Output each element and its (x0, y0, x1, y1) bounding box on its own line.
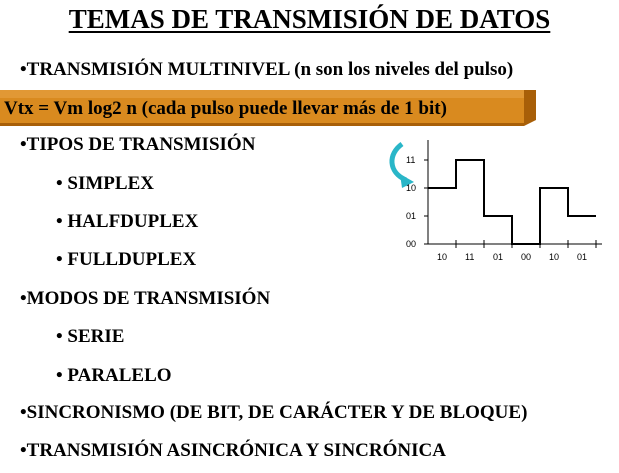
tipos-item-halfduplex: • HALFDUPLEX (56, 211, 199, 232)
modos-item-paralelo: • PARALELO (56, 365, 172, 386)
tipos-item-simplex: • SIMPLEX (56, 173, 154, 194)
formula-text: Vtx = Vm log2 n (cada pulso puede llevar más de 1 bit) (4, 98, 447, 119)
curved-arrow-icon (392, 144, 406, 180)
bullet-asincronica: •TRANSMISIÓN ASINCRÓNICA Y SINCRÓNICA (20, 440, 446, 461)
multilevel-signal-diagram (380, 136, 610, 268)
bullet-multinivel: •TRANSMISIÓN MULTINIVEL (n son los niveles del pulso) (20, 59, 514, 80)
bullet-sincronismo: •SINCRONISMO (DE BIT, DE CARÁCTER Y DE BLOQUE) (20, 402, 528, 423)
level-label-01: 01 (406, 211, 417, 221)
bullet-tipos: •TIPOS DE TRANSMISIÓN (20, 134, 256, 155)
bullet-modos: •MODOS DE TRANSMISIÓN (20, 288, 271, 309)
symbol-label-6: 01 (577, 252, 588, 262)
formula-bar (0, 90, 536, 128)
level-label-00: 00 (406, 239, 417, 249)
symbol-label-4: 00 (521, 252, 532, 262)
symbol-label-2: 11 (465, 252, 475, 262)
level-label-11: 11 (406, 155, 416, 165)
symbol-label-3: 01 (493, 252, 504, 262)
symbol-label-5: 10 (549, 252, 560, 262)
slide-title (0, 2, 619, 36)
tipos-item-fullduplex: • FULLDUPLEX (56, 249, 197, 270)
symbol-label-1: 10 (437, 252, 448, 262)
slide-title-text: TEMAS DE TRANSMISIÓN DE DATOS (68, 4, 551, 34)
signal-waveform (428, 160, 596, 244)
level-label-10: 10 (406, 183, 417, 193)
modos-item-serie: • SERIE (56, 326, 125, 347)
